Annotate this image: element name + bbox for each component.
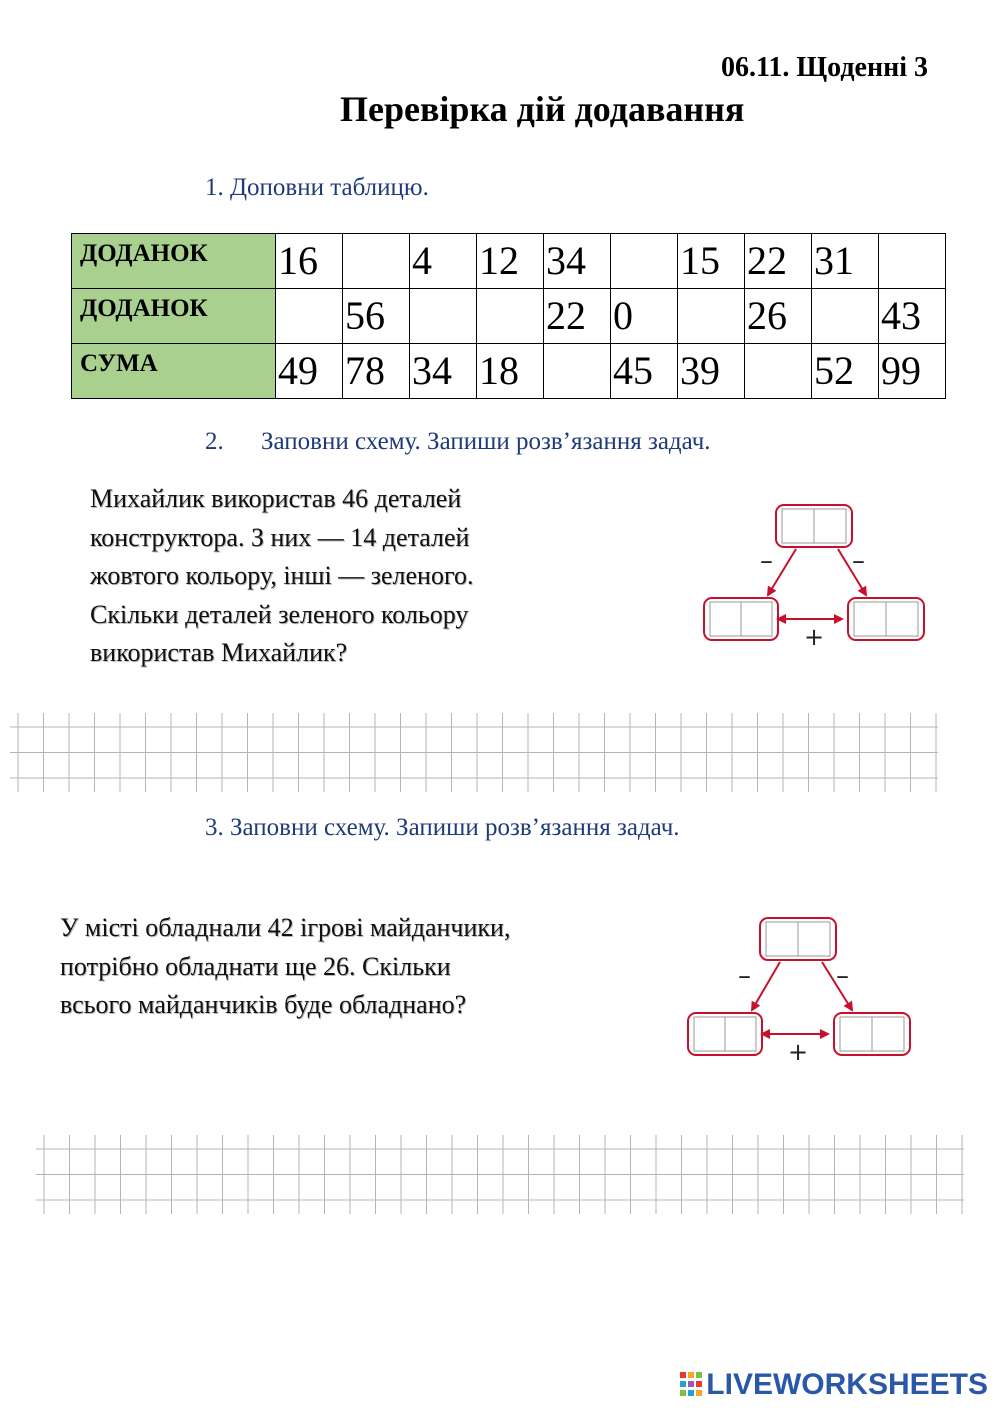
value-cell: 31 [812, 234, 879, 289]
answer-cell[interactable] [678, 289, 745, 344]
value-cell: 18 [477, 344, 544, 399]
answer-cell[interactable] [343, 234, 410, 289]
minus-sign-left: – [738, 961, 751, 991]
problem-line: жовтого кольору, інші — зеленого. [90, 561, 474, 590]
problem-line: використав Михайлик? [90, 638, 348, 667]
row-label: ДОДАНОК [72, 234, 276, 289]
answer-input[interactable] [546, 346, 606, 396]
value-cell: 22 [745, 234, 812, 289]
answer-input[interactable] [881, 236, 941, 286]
task2-problem-text [90, 480, 560, 673]
problem-line: Скільки деталей зеленого кольору [90, 599, 469, 629]
liveworksheets-logo [680, 1368, 988, 1402]
task2-heading [205, 428, 711, 456]
table-row [72, 344, 946, 399]
row-label: СУМА [72, 344, 276, 399]
answer-cell[interactable] [276, 289, 343, 344]
answer-cell[interactable] [879, 234, 946, 289]
right-answer-box[interactable] [834, 1013, 910, 1055]
value-cell: 56 [343, 289, 410, 344]
logo-text: LIVEWORKSHEETS [706, 1368, 988, 1401]
answer-input[interactable] [479, 291, 539, 341]
answer-input[interactable] [278, 291, 338, 341]
answer-input[interactable] [747, 346, 807, 396]
task3-number: 3. [205, 814, 224, 841]
answer-input[interactable] [412, 291, 472, 341]
answer-cell[interactable] [611, 234, 678, 289]
plus-sign: + [804, 623, 825, 651]
top-answer-box[interactable] [760, 918, 836, 960]
value-cell: 52 [812, 344, 879, 399]
answer-input[interactable] [680, 291, 740, 341]
value-cell: 49 [276, 344, 343, 399]
table-row [72, 289, 946, 344]
right-answer-box[interactable] [848, 598, 924, 640]
minus-sign-right: – [852, 546, 865, 576]
answer-cell[interactable] [410, 289, 477, 344]
top-answer-box[interactable] [776, 505, 852, 547]
task2-scheme-diagram [700, 495, 940, 655]
left-answer-box[interactable] [704, 598, 778, 640]
value-cell: 99 [879, 344, 946, 399]
value-cell: 22 [544, 289, 611, 344]
value-cell: 4 [410, 234, 477, 289]
value-cell: 0 [611, 289, 678, 344]
minus-sign-left: – [760, 546, 773, 576]
value-cell: 15 [678, 234, 745, 289]
answer-cell[interactable] [544, 344, 611, 399]
table-row [72, 234, 946, 289]
problem-line: конструктора. З них — 14 деталей [90, 522, 470, 552]
value-cell: 26 [745, 289, 812, 344]
value-cell: 34 [410, 344, 477, 399]
task3-scheme-diagram [684, 908, 924, 1068]
problem-line: потрібно обладнати ще 26. Скільки [60, 951, 451, 981]
task1-instruction: Доповни таблицю. [230, 174, 429, 201]
value-cell: 45 [611, 344, 678, 399]
value-cell: 34 [544, 234, 611, 289]
task1-number: 1. [205, 174, 224, 201]
task3-answer-grid[interactable] [36, 1135, 966, 1214]
answer-cell[interactable] [745, 344, 812, 399]
task3-instruction: Заповни схему. Запиши розв’язання задач. [230, 814, 680, 841]
date-line: 06.11. Щоденні 3 [720, 52, 928, 83]
logo-mark-icon [680, 1372, 702, 1398]
page-title: Перевірка дій додавання [340, 89, 745, 129]
task3-heading [205, 814, 680, 842]
value-cell: 12 [477, 234, 544, 289]
answer-input[interactable] [814, 291, 874, 341]
task1-heading [205, 174, 429, 202]
problem-line: Михайлик використав 46 деталей [90, 484, 462, 513]
task3-problem-text [60, 909, 620, 1025]
answer-cell[interactable] [812, 289, 879, 344]
left-arrow [752, 962, 780, 1010]
minus-sign-right: – [836, 961, 849, 991]
value-cell: 16 [276, 234, 343, 289]
row-label: ДОДАНОК [72, 289, 276, 344]
value-cell: 78 [343, 344, 410, 399]
task2-answer-grid[interactable] [10, 713, 940, 792]
problem-line: всього майданчиків буде обладнано? [60, 990, 467, 1019]
answer-cell[interactable] [477, 289, 544, 344]
plus-sign: + [788, 1038, 809, 1066]
addition-table [71, 233, 946, 399]
problem-line: У місті обладнали 42 ігрові майданчики, [60, 913, 511, 942]
answer-input[interactable] [613, 236, 673, 286]
left-answer-box[interactable] [688, 1013, 762, 1055]
value-cell: 43 [879, 289, 946, 344]
task2-number: 2. [205, 428, 224, 455]
answer-input[interactable] [345, 236, 405, 286]
task2-instruction: Заповни схему. Запиши розв’язання задач. [261, 428, 711, 455]
value-cell: 39 [678, 344, 745, 399]
